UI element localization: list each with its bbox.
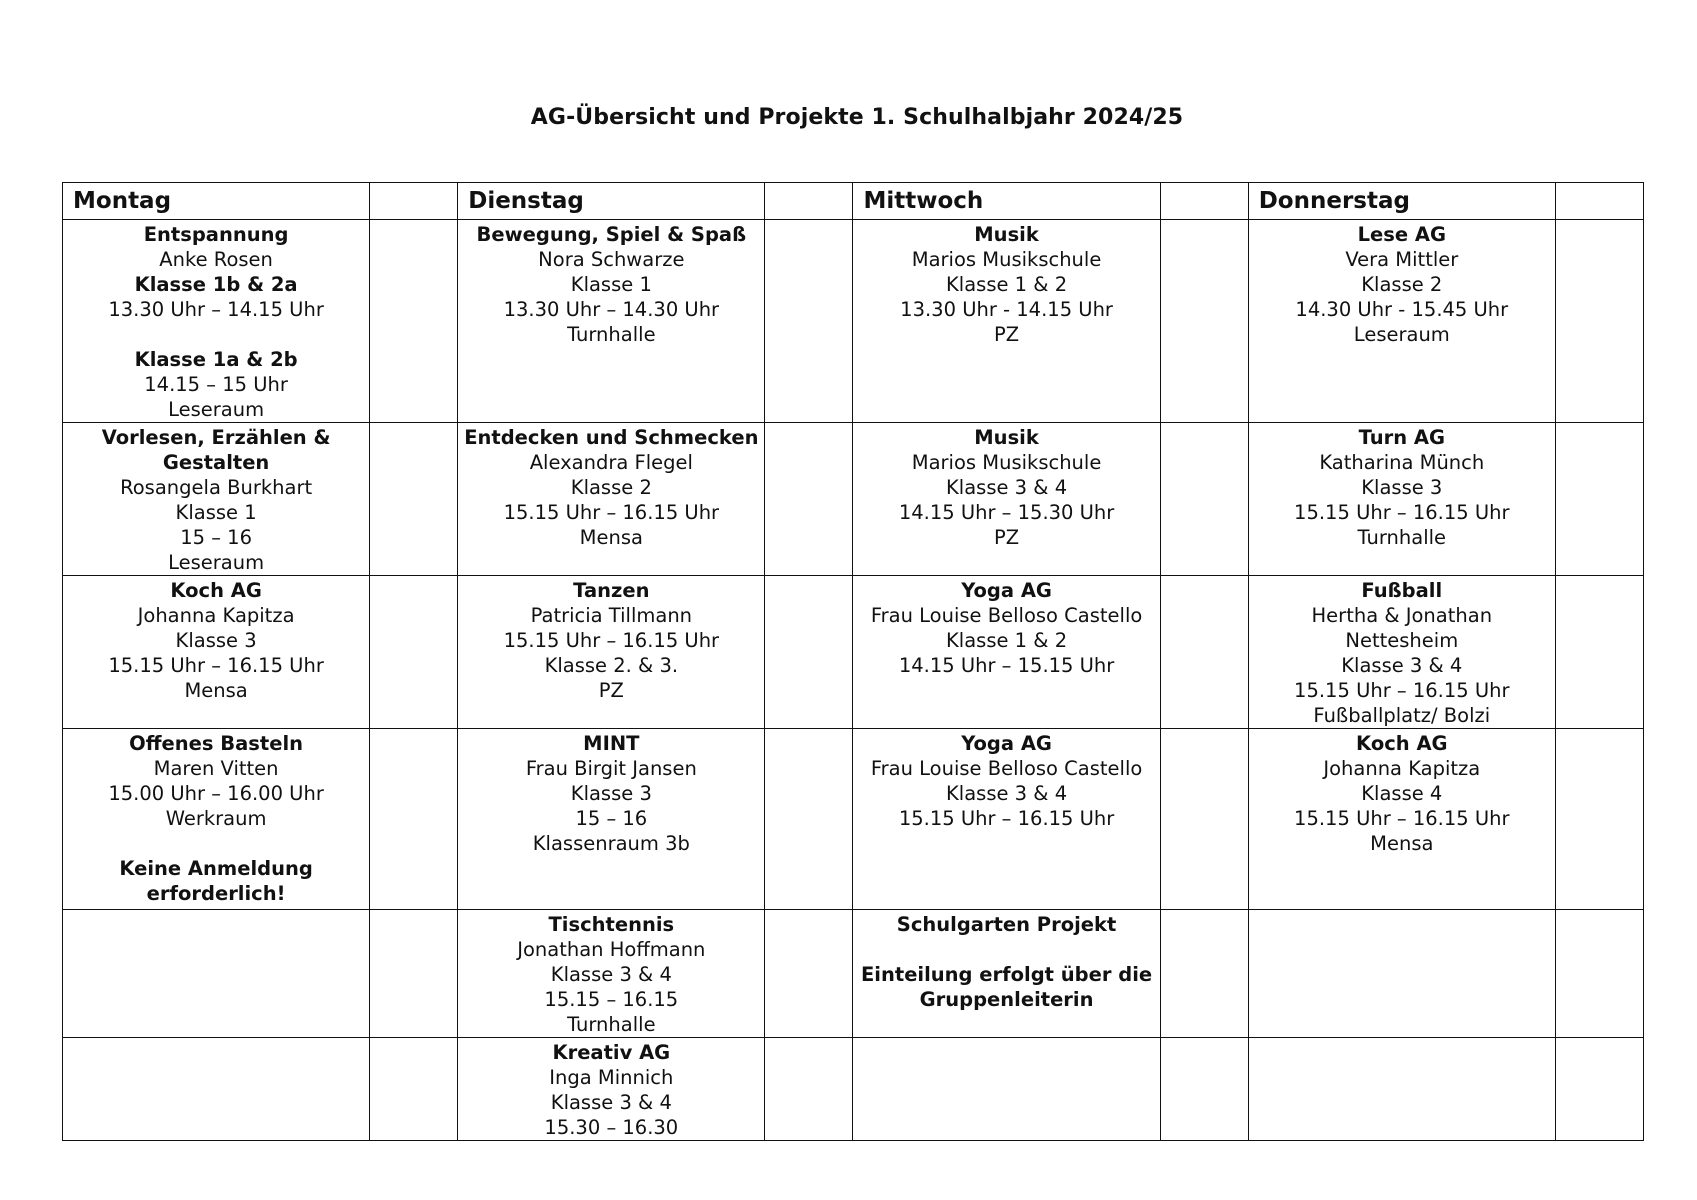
ag-detail-line: Gruppenleiterin xyxy=(919,988,1094,1011)
ag-title: Schulgarten Projekt xyxy=(896,913,1117,936)
ag-title: Offenes Basteln xyxy=(129,732,304,755)
ag-detail-line: PZ xyxy=(994,323,1020,346)
ag-detail-line: Klasse 1 & 2 xyxy=(946,273,1068,296)
table-row xyxy=(63,910,1644,1038)
ag-cell-mittwoch xyxy=(853,910,1160,1038)
ag-detail-line: 13.30 Uhr – 14.30 Uhr xyxy=(503,298,720,321)
spare-column xyxy=(370,576,458,729)
day-header-montag: Montag xyxy=(63,183,370,220)
ag-cell-mittwoch xyxy=(853,1038,1160,1141)
header-row xyxy=(63,183,1644,220)
spare-column xyxy=(765,220,853,423)
spare-column xyxy=(1555,576,1643,729)
spare-column xyxy=(1555,1038,1643,1141)
ag-cell-dienstag xyxy=(458,220,765,423)
ag-detail-line: 15.15 Uhr – 16.15 Uhr xyxy=(898,807,1115,830)
ag-detail-line: 15 – 16 xyxy=(575,807,648,830)
ag-detail-line: erforderlich! xyxy=(146,882,286,905)
ag-detail-line: Katharina Münch xyxy=(1319,451,1485,474)
ag-detail-line: Jonathan Hoffmann xyxy=(517,938,706,961)
ag-detail-line: Hertha & Jonathan xyxy=(1311,604,1493,627)
table-row xyxy=(63,729,1644,910)
ag-detail-line: 15.30 – 16.30 xyxy=(544,1116,679,1139)
ag-title: Koch AG xyxy=(1356,732,1448,755)
ag-cell-dienstag xyxy=(458,576,765,729)
spare-column xyxy=(765,910,853,1038)
ag-detail-line: 13.30 Uhr – 14.15 Uhr xyxy=(108,298,324,321)
ag-detail-line: 15.15 Uhr – 16.15 Uhr xyxy=(1294,807,1510,830)
ag-title: Kreativ AG xyxy=(552,1041,671,1064)
ag-detail-line: 13.30 Uhr - 14.15 Uhr xyxy=(900,298,1113,321)
ag-detail-line: Klasse 3 & 4 xyxy=(550,1091,672,1114)
ag-detail-line: Leseraum xyxy=(168,551,265,574)
ag-detail-line: PZ xyxy=(994,526,1020,549)
ag-cell-dienstag xyxy=(458,1038,765,1141)
ag-detail-line: Gestalten xyxy=(162,451,270,474)
blank-line xyxy=(853,937,1159,962)
ag-title: Bewegung, Spiel & Spaß xyxy=(476,223,747,246)
ag-detail-line: 15.15 – 16.15 xyxy=(544,988,679,1011)
ag-title: Musik xyxy=(974,426,1039,449)
ag-cell-donnerstag xyxy=(1248,729,1555,910)
ag-detail-line: Johanna Kapitza xyxy=(1323,757,1481,780)
ag-title: Yoga AG xyxy=(961,732,1052,755)
spare-column xyxy=(1160,729,1248,910)
spare-column xyxy=(1555,910,1643,1038)
ag-cell-mittwoch xyxy=(853,576,1160,729)
ag-detail-line: Klasse 2 xyxy=(570,476,652,499)
spare-column xyxy=(765,423,853,576)
ag-cell-montag xyxy=(63,220,370,423)
ag-detail-line: Patricia Tillmann xyxy=(530,604,693,627)
ag-detail-line: 15.15 Uhr – 16.15 Uhr xyxy=(503,629,720,652)
ag-detail-line: Keine Anmeldung xyxy=(119,857,313,880)
ag-detail-line: Klasse 1b & 2a xyxy=(134,273,298,296)
ag-detail-line: Klasse 3 & 4 xyxy=(550,963,672,986)
ag-cell-donnerstag xyxy=(1248,220,1555,423)
ag-title: MINT xyxy=(583,732,640,755)
ag-title: Yoga AG xyxy=(961,579,1052,602)
ag-detail-line: Nettesheim xyxy=(1345,629,1459,652)
ag-detail-line: Johanna Kapitza xyxy=(137,604,295,627)
ag-detail-line: 14.15 Uhr – 15.30 Uhr xyxy=(898,501,1115,524)
ag-detail-line: 15.00 Uhr – 16.00 Uhr xyxy=(108,782,324,805)
ag-detail-line: Einteilung erfolgt über die xyxy=(860,963,1153,986)
spare-column xyxy=(370,910,458,1038)
ag-title: Tischtennis xyxy=(548,913,675,936)
spare-column xyxy=(765,183,853,220)
day-header-mittwoch: Mittwoch xyxy=(853,183,1160,220)
ag-detail-line: Turnhalle xyxy=(567,1013,656,1036)
ag-detail-line: Klasse 2 xyxy=(1361,273,1443,296)
ag-title: Lese AG xyxy=(1357,223,1446,246)
ag-detail-line: Klasse 1 & 2 xyxy=(946,629,1068,652)
ag-detail-line: Rosangela Burkhart xyxy=(120,476,313,499)
day-header-donnerstag: Donnerstag xyxy=(1248,183,1555,220)
spare-column xyxy=(1160,576,1248,729)
ag-title: Fußball xyxy=(1361,579,1443,602)
ag-detail-line: Marios Musikschule xyxy=(911,451,1102,474)
ag-cell-mittwoch xyxy=(853,220,1160,423)
ag-detail-line: Turnhalle xyxy=(567,323,656,346)
day-header-dienstag: Dienstag xyxy=(458,183,765,220)
ag-cell-donnerstag xyxy=(1248,576,1555,729)
ag-detail-line: 15 – 16 xyxy=(180,526,252,549)
ag-cell-dienstag xyxy=(458,423,765,576)
ag-detail-line: Nora Schwarze xyxy=(538,248,685,271)
spare-column xyxy=(370,183,458,220)
ag-detail-line: Klasse 1a & 2b xyxy=(134,348,298,371)
ag-detail-line: 15.15 Uhr – 16.15 Uhr xyxy=(1294,501,1510,524)
ag-detail-line: Klasse 1 xyxy=(175,501,257,524)
ag-cell-mittwoch xyxy=(853,423,1160,576)
ag-title: Tanzen xyxy=(573,579,650,602)
ag-title: Entdecken und Schmecken xyxy=(464,426,759,449)
spare-column xyxy=(1555,729,1643,910)
ag-detail-line: Klassenraum 3b xyxy=(532,832,690,855)
ag-detail-line: Alexandra Flegel xyxy=(529,451,693,474)
ag-detail-line: Fußballplatz/ Bolzi xyxy=(1313,704,1491,727)
ag-title: Koch AG xyxy=(170,579,262,602)
ag-detail-line: 15.15 Uhr – 16.15 Uhr xyxy=(1294,679,1510,702)
ag-detail-line: Klasse 3 & 4 xyxy=(946,476,1068,499)
ag-detail-line: Klasse 1 xyxy=(570,273,652,296)
ag-schedule-table xyxy=(62,182,1644,1141)
ag-detail-line: Klasse 4 xyxy=(1361,782,1443,805)
ag-cell-donnerstag xyxy=(1248,1038,1555,1141)
blank-line xyxy=(63,322,369,347)
blank-line xyxy=(63,831,369,856)
ag-detail-line: Frau Louise Belloso Castello xyxy=(870,757,1143,780)
ag-cell-montag xyxy=(63,729,370,910)
ag-detail-line: Leseraum xyxy=(168,398,265,421)
spare-column xyxy=(370,729,458,910)
spare-column xyxy=(1160,910,1248,1038)
ag-detail-line: PZ xyxy=(598,679,624,702)
ag-detail-line: 14.15 Uhr – 15.15 Uhr xyxy=(898,654,1115,677)
ag-cell-montag xyxy=(63,910,370,1038)
spare-column xyxy=(370,220,458,423)
spare-column xyxy=(765,576,853,729)
table-row xyxy=(63,423,1644,576)
spare-column xyxy=(370,1038,458,1141)
ag-cell-donnerstag xyxy=(1248,423,1555,576)
ag-cell-dienstag xyxy=(458,729,765,910)
ag-title: Turn AG xyxy=(1358,426,1446,449)
ag-detail-line: Klasse 3 xyxy=(175,629,257,652)
ag-detail-line: 15.15 Uhr – 16.15 Uhr xyxy=(108,654,324,677)
ag-cell-montag xyxy=(63,423,370,576)
spare-column xyxy=(1160,1038,1248,1141)
ag-cell-mittwoch xyxy=(853,729,1160,910)
ag-detail-line: Klasse 3 & 4 xyxy=(1341,654,1463,677)
ag-cell-montag xyxy=(63,576,370,729)
ag-detail-line: Marios Musikschule xyxy=(911,248,1102,271)
ag-detail-line: Mensa xyxy=(1370,832,1434,855)
ag-cell-montag xyxy=(63,1038,370,1141)
ag-cell-donnerstag xyxy=(1248,910,1555,1038)
spare-column xyxy=(765,729,853,910)
ag-detail-line: Werkraum xyxy=(165,807,267,830)
ag-detail-line: Klasse 3 xyxy=(1361,476,1443,499)
spare-column xyxy=(765,1038,853,1141)
spare-column xyxy=(1555,183,1643,220)
ag-detail-line: Maren Vitten xyxy=(153,757,279,780)
ag-detail-line: 14.30 Uhr - 15.45 Uhr xyxy=(1295,298,1509,321)
ag-detail-line: 15.15 Uhr – 16.15 Uhr xyxy=(503,501,720,524)
ag-detail-line: Vera Mittler xyxy=(1345,248,1459,271)
ag-title: Entspannung xyxy=(143,223,289,246)
ag-detail-line: Turnhalle xyxy=(1357,526,1447,549)
page-title: AG-Übersicht und Projekte 1. Schulhalbjahr 2024/25 xyxy=(530,105,1184,130)
table-row xyxy=(63,220,1644,423)
ag-detail-line: Mensa xyxy=(184,679,248,702)
ag-detail-line: Mensa xyxy=(579,526,643,549)
table-row xyxy=(63,576,1644,729)
ag-detail-line: Inga Minnich xyxy=(549,1066,674,1089)
ag-detail-line: Anke Rosen xyxy=(159,248,273,271)
spare-column xyxy=(1160,183,1248,220)
spare-column xyxy=(370,423,458,576)
spare-column xyxy=(1555,423,1643,576)
ag-detail-line: Leseraum xyxy=(1353,323,1450,346)
ag-cell-dienstag xyxy=(458,910,765,1038)
spare-column xyxy=(1160,220,1248,423)
ag-detail-line: Frau Birgit Jansen xyxy=(525,757,697,780)
ag-detail-line: Klasse 3 xyxy=(570,782,652,805)
table-row xyxy=(63,1038,1644,1141)
spare-column xyxy=(1555,220,1643,423)
ag-title: Musik xyxy=(974,223,1039,246)
spare-column xyxy=(1160,423,1248,576)
ag-detail-line: Klasse 2. & 3. xyxy=(544,654,679,677)
ag-detail-line: Klasse 3 & 4 xyxy=(946,782,1068,805)
ag-detail-line: Frau Louise Belloso Castello xyxy=(870,604,1143,627)
ag-detail-line: 14.15 – 15 Uhr xyxy=(144,373,288,396)
ag-title: Vorlesen, Erzählen & xyxy=(101,426,331,449)
